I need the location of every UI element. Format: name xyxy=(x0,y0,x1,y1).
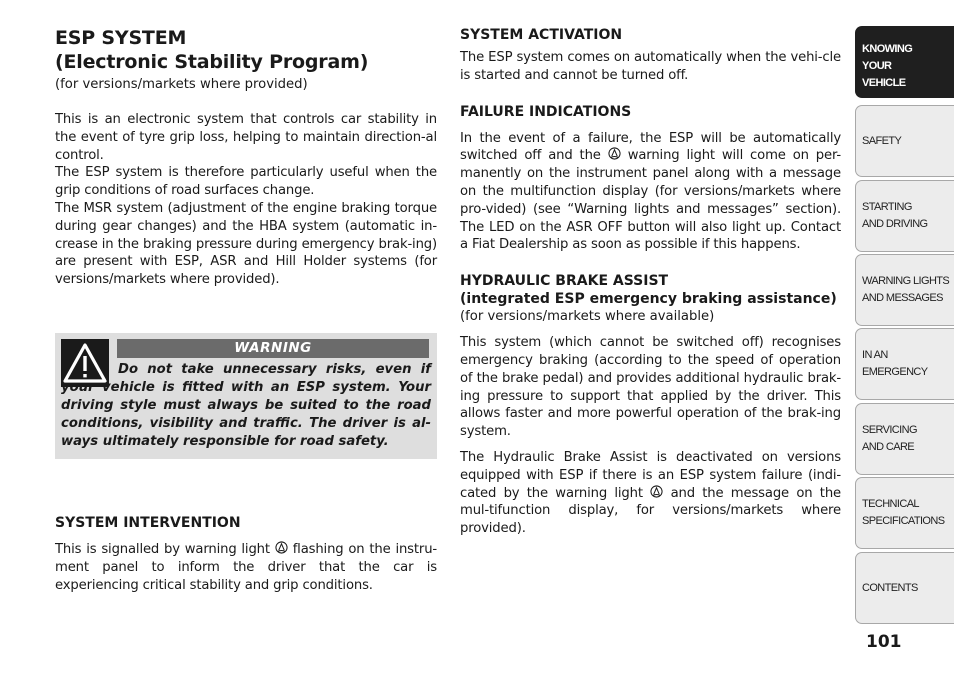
paragraph-1: This is an electronic system that controls car stability in the event of tyre grip loss, helping to maintain direction-al control. xyxy=(55,112,437,163)
tab-technical-specifications[interactable] xyxy=(855,477,954,549)
right-column xyxy=(460,26,841,538)
failure-text xyxy=(460,130,841,255)
tab-servicing-and-care[interactable] xyxy=(855,403,954,475)
hba-paragraph-2-a: The Hydraulic Brake Assist is deactivated on versions equipped with ESP if there is an ESP system failure (indi-cated by the warning light xyxy=(460,449,841,501)
activation-text: The ESP system comes on automatically when the vehi-cle is started and cannot be turned off. xyxy=(460,50,841,83)
tab-label: WARNING LIGHTS AND MESSAGES xyxy=(862,275,950,304)
tab-label: IN AN EMERGENCY xyxy=(862,349,928,378)
intervention-text-a: This is signalled by warning light xyxy=(55,542,270,557)
tab-label: STARTING AND DRIVING xyxy=(862,201,928,230)
hba-paragraph-2 xyxy=(460,449,841,538)
warning-box xyxy=(55,333,437,459)
title-line-2: (Electronic Stability Program) xyxy=(55,51,369,73)
tab-contents[interactable] xyxy=(855,552,954,624)
tab-starting-and-driving[interactable] xyxy=(855,180,954,252)
warning-heading: WARNING xyxy=(117,339,429,358)
title-line-1: ESP SYSTEM xyxy=(55,27,187,49)
tab-label: TECHNICAL SPECIFICATIONS xyxy=(862,498,945,527)
section-title xyxy=(55,26,437,74)
hba-subheading: (integrated ESP emergency braking assistance) xyxy=(460,291,837,308)
intervention-section xyxy=(55,514,437,594)
activation-heading: SYSTEM ACTIVATION xyxy=(460,27,623,43)
esp-warning-light-icon xyxy=(650,485,663,498)
tab-label: KNOWING YOUR VEHICLE xyxy=(862,43,913,89)
tab-label: CONTENTS xyxy=(862,582,918,594)
intervention-text xyxy=(55,541,437,594)
hba-paragraph-2-b: and the message on the mul-tifunction display, for versions/markets where provided). xyxy=(460,485,842,537)
hba-paragraph-1: This system (which cannot be switched off) recognises emergency braking (according to the speed of operation of the brake pedal) and provides additional hydraulic brak-ing pressure to support that applied by the driver. This allows faster and more powerful operation of the brak-ing system. xyxy=(460,335,841,440)
tab-in-an-emergency[interactable] xyxy=(855,328,954,400)
intervention-heading: SYSTEM INTERVENTION xyxy=(55,515,241,531)
esp-warning-light-icon xyxy=(608,147,621,160)
tab-safety[interactable] xyxy=(855,105,954,177)
tab-warning-lights-and-messages[interactable] xyxy=(855,254,954,326)
tab-label: SAFETY xyxy=(862,135,902,147)
failure-text-a: In the event of a failure, the ESP will be automatically switched off and the xyxy=(460,130,841,164)
intervention-text-b: flashing on the instru-ment panel to inform the driver that the car is experiencing critical stability and grip conditions. xyxy=(55,542,438,593)
warning-text-content: Do not take unnecessary risks, even if your vehicle is fitted with an ESP system. Your driving style must always be suited to the road conditions, visibility and traffic. The driver is al-ways ultimately responsible for road safety. xyxy=(61,362,431,449)
left-column xyxy=(55,26,437,289)
tab-label: SERVICING AND CARE xyxy=(862,424,917,453)
failure-heading: FAILURE INDICATIONS xyxy=(460,103,632,120)
page-number: 101 xyxy=(866,632,902,652)
tab-knowing-your-vehicle[interactable] xyxy=(855,26,954,98)
warning-text xyxy=(61,361,431,451)
paragraph-2: The ESP system is therefore particularly useful when the grip conditions of road surfaces change. xyxy=(55,165,437,199)
failure-text-b: warning light will come on per-manently on the instrument panel along with a message on the multifunction display (for versions/markets where pro-vided) (see “Warning lights and messages” section). The LED on the ASR OFF button will also light up. Contact a Fiat Dealership as soon as possible if this happens. xyxy=(460,148,842,253)
paragraph-3: The MSR system (adjustment of the engine braking torque during gear changes) and the HBA system (automatic in-crease in the braking pressure during emergency brak-ing) are present with ESP, ASR and Hill Holder systems (for versions/markets where provided). xyxy=(55,200,437,288)
esp-warning-light-icon xyxy=(275,541,288,554)
title-note: (for versions/markets where provided) xyxy=(55,77,308,92)
hba-heading: HYDRAULIC BRAKE ASSIST xyxy=(460,273,669,290)
hba-note: (for versions/markets where available) xyxy=(460,309,715,325)
